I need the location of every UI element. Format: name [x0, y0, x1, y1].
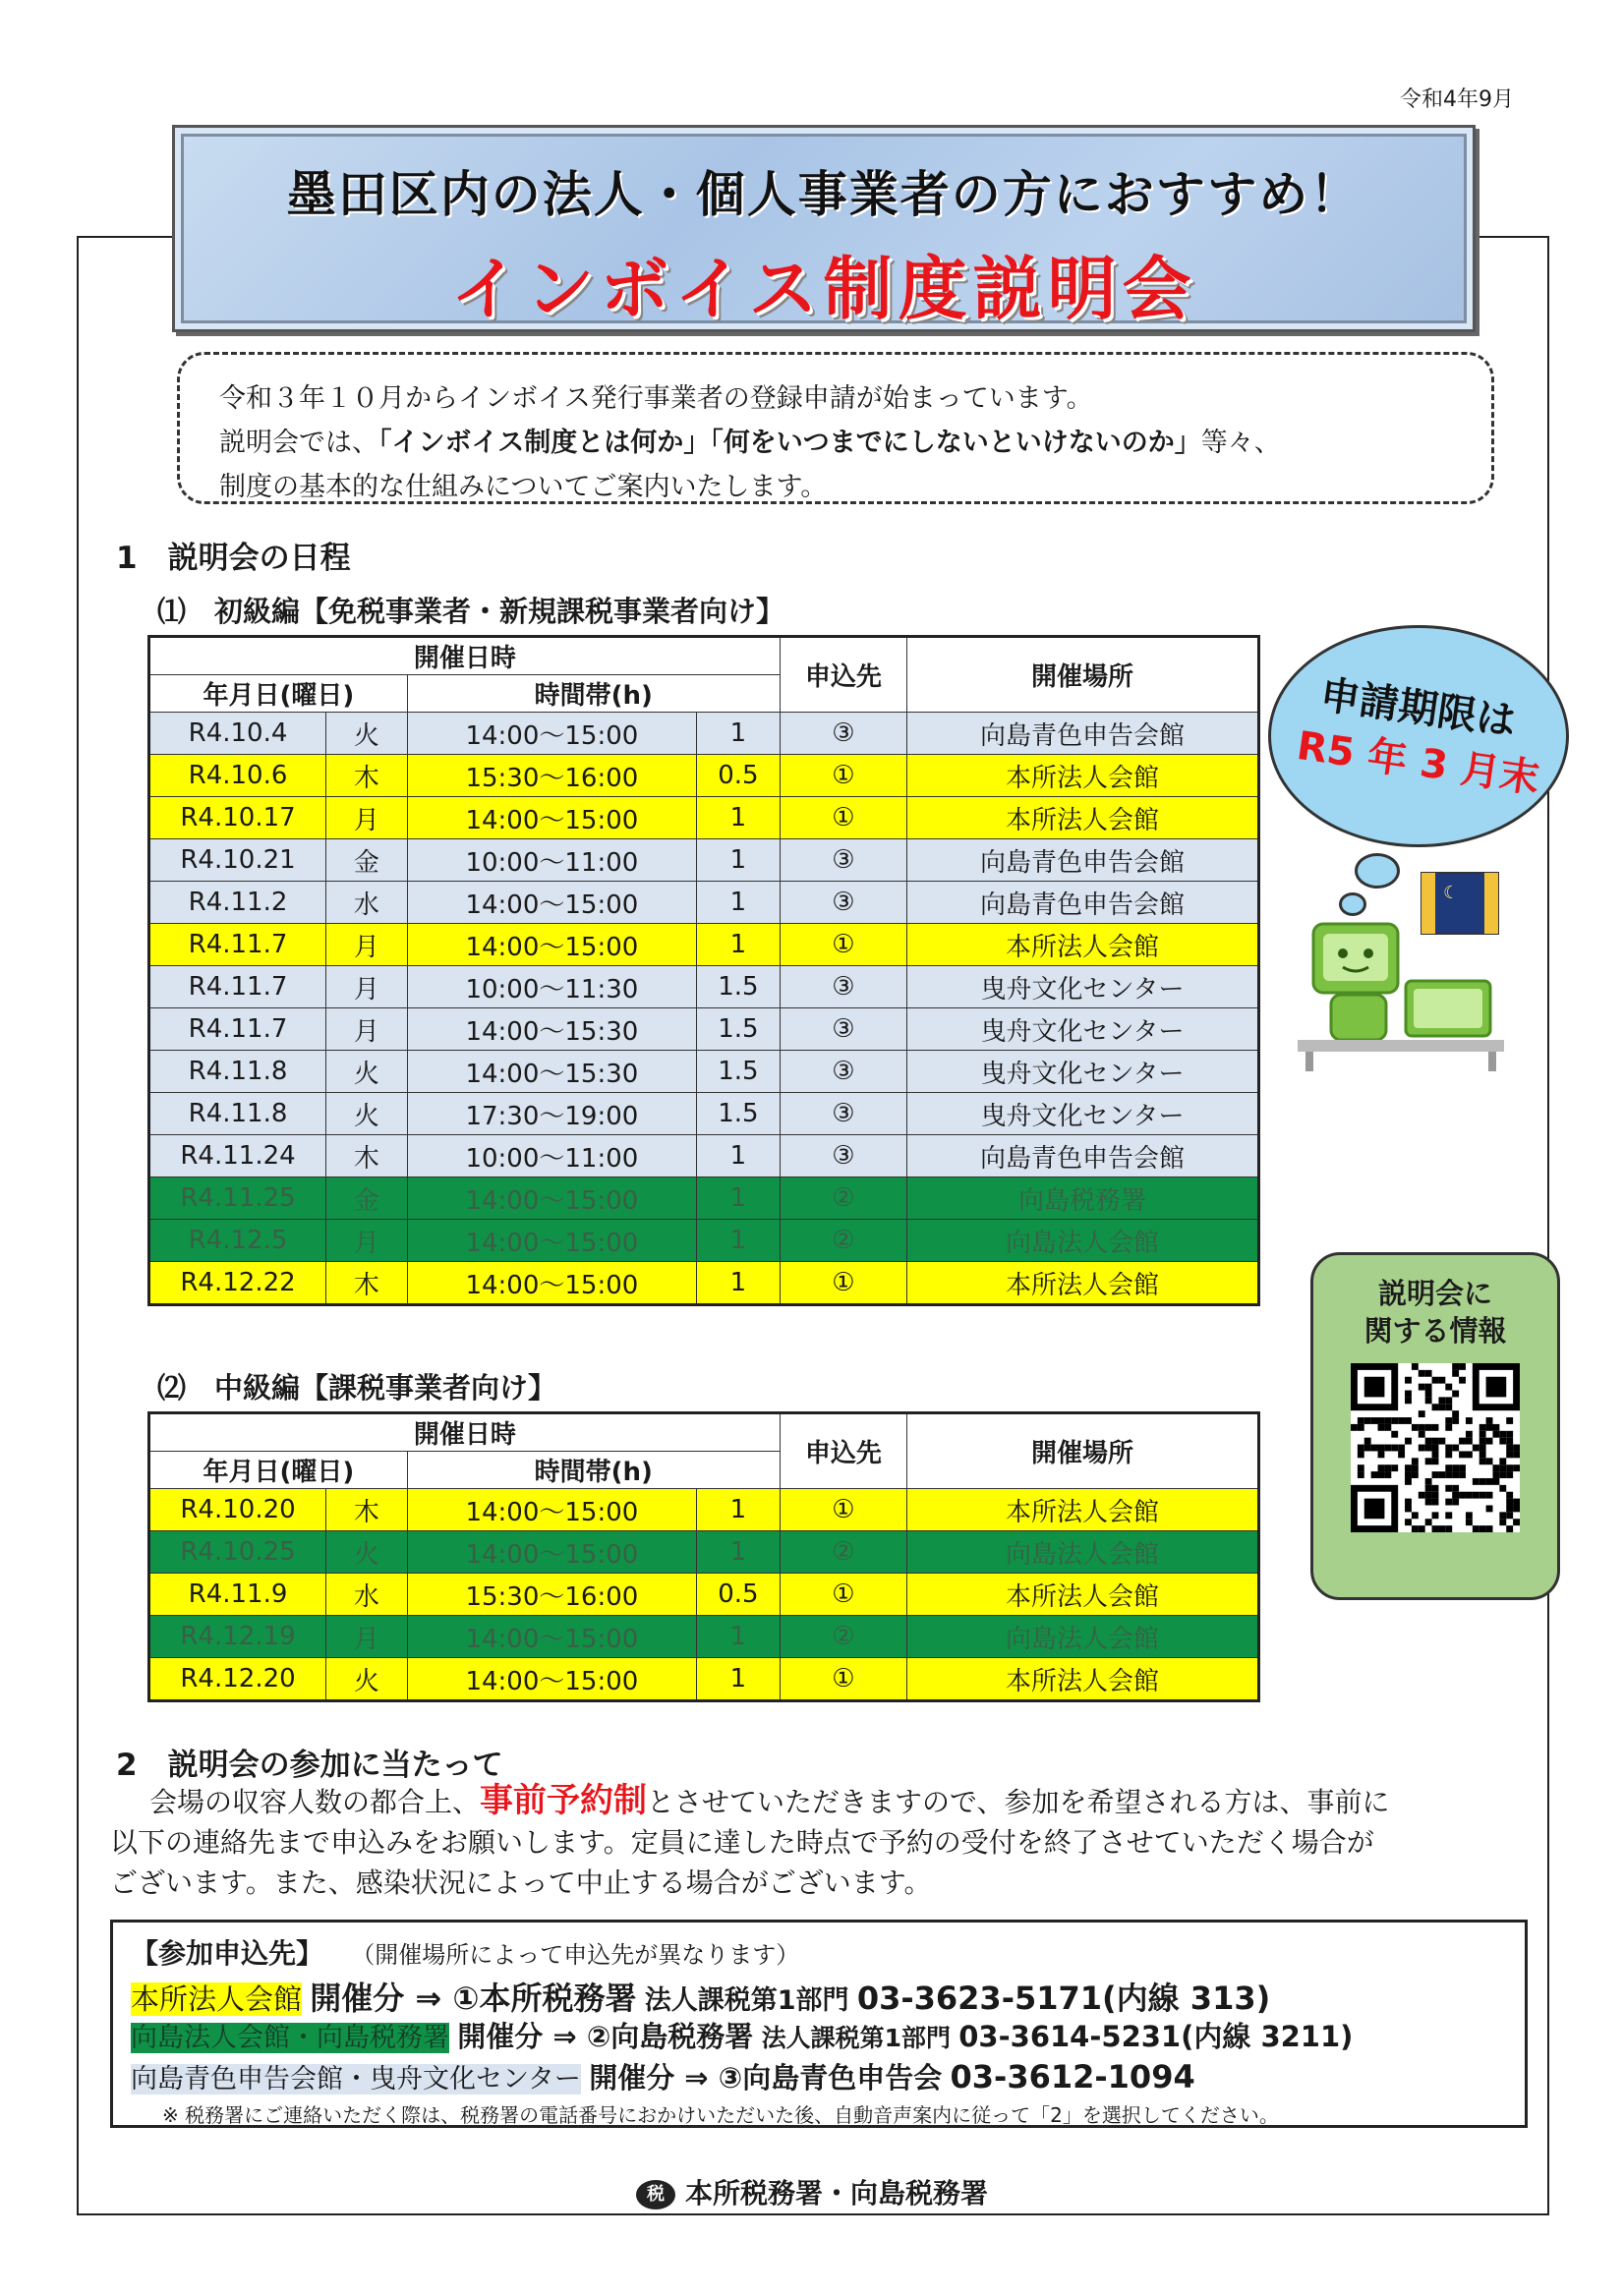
contact-phone-1[interactable]: 03-3623-5171(内線 313)	[856, 1980, 1271, 2017]
cell-hours: 1	[697, 1135, 781, 1177]
cell-hours: 0.5	[697, 755, 781, 797]
cell-weekday: 月	[326, 966, 408, 1008]
cell-hours: 1	[697, 1220, 781, 1262]
cell-weekday: 水	[326, 882, 408, 924]
info-title-line-2: 関する情報	[1363, 1314, 1507, 1348]
table-row	[149, 713, 1259, 755]
table-row	[149, 924, 1259, 966]
tax-office-logo: 税	[636, 2180, 675, 2210]
cell-hours: 1	[697, 1262, 781, 1305]
cell-apply-to: ②	[780, 1177, 906, 1220]
cell-apply-to: ③	[780, 1051, 906, 1093]
table-row	[149, 1616, 1259, 1658]
cell-hours: 1	[697, 882, 781, 924]
paragraph-line-3: ございます。また、感染状況によって中止する場合がございます。	[110, 1866, 932, 1899]
cell-apply-to: ①	[780, 924, 906, 966]
cell-apply-to: ③	[780, 882, 906, 924]
header-time: 時間帯(h)	[407, 675, 780, 713]
header-apply: 申込先	[780, 1413, 906, 1489]
header-time: 時間帯(h)	[407, 1452, 780, 1489]
contact-dept-2: 法人課税第1部門	[761, 2024, 951, 2052]
cell-time: 14:00～15:00	[407, 882, 696, 924]
cell-time: 14:00～15:00	[407, 1220, 696, 1262]
cell-apply-to: ①	[780, 755, 906, 797]
cell-date: R4.11.25	[149, 1177, 326, 1220]
intro-line-2-bold: 「インボイス制度とは何か」「何をいつまでにしないといけないのか」	[378, 428, 1201, 458]
cell-date: R4.10.6	[149, 755, 326, 797]
cell-apply-to: ①	[780, 1489, 906, 1531]
cell-weekday: 金	[326, 839, 408, 882]
curtain-left	[1421, 873, 1435, 934]
cell-date: R4.10.20	[149, 1489, 326, 1531]
curtain-right	[1484, 873, 1498, 934]
info-box	[1310, 1252, 1560, 1600]
header-date: 年月日(曜日)	[149, 1452, 408, 1489]
cell-venue: 曳舟文化センター	[907, 1008, 1259, 1051]
header-venue: 開催場所	[907, 637, 1259, 713]
cell-venue: 向島青色申告会館	[907, 839, 1259, 882]
table-2-heading: ⑵ 中級編【課税事業者向け】	[157, 1371, 557, 1405]
table-row	[149, 1574, 1259, 1616]
cell-weekday: 火	[326, 1051, 408, 1093]
intro-box	[177, 352, 1494, 504]
cell-weekday: 金	[326, 1177, 408, 1220]
cell-date: R4.11.7	[149, 966, 326, 1008]
contact-dept-1: 法人課税第1部門	[644, 1985, 849, 2016]
cell-hours: 1	[697, 1658, 781, 1701]
cell-venue: 曳舟文化センター	[907, 1093, 1259, 1135]
cell-weekday: 火	[326, 713, 408, 755]
section-1-heading: 1 説明会の日程	[116, 541, 351, 576]
contact-note: （開催場所によって申込先が異なります）	[351, 1941, 800, 1969]
cell-time: 10:00～11:00	[407, 1135, 696, 1177]
paragraph-line-2: 以下の連絡先まで申込みをお願いします。定員に達した時点で予約の受付を終了させていただく場合が	[110, 1826, 1374, 1859]
table-row	[149, 1135, 1259, 1177]
cell-date: R4.10.21	[149, 839, 326, 882]
table-row	[149, 1093, 1259, 1135]
table-row	[149, 1220, 1259, 1262]
cell-date: R4.11.24	[149, 1135, 326, 1177]
banner-title: インボイス制度説明会	[450, 249, 1197, 329]
header-kaisai: 開催日時	[149, 1413, 781, 1452]
cell-apply-to: ③	[780, 966, 906, 1008]
cell-hours: 1.5	[697, 1093, 781, 1135]
contact-mid-3: 開催分 ⇒ ③向島青色申告会	[589, 2061, 943, 2095]
cell-venue: 向島青色申告会館	[907, 713, 1259, 755]
contact-venue-3: 向島青色申告会館・曳舟文化センター	[131, 2064, 581, 2095]
cell-weekday: 月	[326, 797, 408, 839]
cell-hours: 1.5	[697, 1008, 781, 1051]
cell-date: R4.12.20	[149, 1658, 326, 1701]
header-apply: 申込先	[780, 637, 906, 713]
cell-venue: 向島青色申告会館	[907, 882, 1259, 924]
cell-venue: 曳舟文化センター	[907, 966, 1259, 1008]
computer-mascot-illustration	[1296, 865, 1512, 1071]
cell-venue: 本所法人会館	[907, 1262, 1259, 1305]
mascot-screen	[1323, 934, 1388, 981]
cell-date: R4.10.4	[149, 713, 326, 755]
contact-phone-3[interactable]: 03-3612-1094	[950, 2058, 1195, 2095]
table-row	[149, 755, 1259, 797]
intro-line-2-pre: 説明会では、	[219, 428, 378, 458]
cell-date: R4.10.17	[149, 797, 326, 839]
table-row	[149, 839, 1259, 882]
info-title-line-1: 説明会に	[1377, 1277, 1492, 1310]
cell-apply-to: ②	[780, 1616, 906, 1658]
cell-apply-to: ①	[780, 1658, 906, 1701]
cell-hours: 1	[697, 1489, 781, 1531]
cell-hours: 0.5	[697, 1574, 781, 1616]
cell-weekday: 木	[326, 1489, 408, 1531]
cell-hours: 1	[697, 1616, 781, 1658]
table-1-heading: ⑴ 初級編【免税事業者・新規課税事業者向け】	[157, 595, 785, 628]
table-row	[149, 1658, 1259, 1701]
header-date: 年月日(曜日)	[149, 675, 408, 713]
table-row	[149, 882, 1259, 924]
intro-line-1: 令和３年１０月からインボイス発行事業者の登録申請が始まっています。	[219, 383, 1093, 414]
cell-hours: 1.5	[697, 966, 781, 1008]
cell-apply-to: ③	[780, 1093, 906, 1135]
contact-box	[110, 1920, 1528, 2128]
table-row	[149, 1177, 1259, 1220]
cell-weekday: 木	[326, 1135, 408, 1177]
table-row	[149, 1008, 1259, 1051]
intro-line-2	[219, 421, 1452, 465]
cell-date: R4.12.22	[149, 1262, 326, 1305]
deadline-bubble	[1268, 625, 1569, 847]
cell-time: 10:00～11:00	[407, 839, 696, 882]
cell-venue: 本所法人会館	[907, 1574, 1259, 1616]
intro-line-2-post: 等々、	[1200, 428, 1281, 458]
cell-time: 14:00～15:00	[407, 1658, 696, 1701]
section-2-paragraph	[110, 1781, 1526, 1903]
cell-hours: 1	[697, 797, 781, 839]
cell-time: 14:00～15:00	[407, 797, 696, 839]
document-date: 令和4年9月	[1400, 87, 1514, 112]
cell-venue: 向島法人会館	[907, 1220, 1259, 1262]
cell-venue: 本所法人会館	[907, 924, 1259, 966]
cell-hours: 1	[697, 1177, 781, 1220]
cell-weekday: 月	[326, 924, 408, 966]
paragraph-line-1-post: とさせていただきますので、参加を希望される方は、事前に	[647, 1786, 1390, 1818]
schedule-table-beginner	[147, 635, 1260, 1306]
cell-venue: 向島青色申告会館	[907, 1135, 1259, 1177]
contact-mid-1: 開催分 ⇒ ①本所税務署	[310, 1980, 637, 2017]
moon-icon: ☾	[1443, 883, 1460, 903]
deadline-line-2: R5 年 3 月末	[1294, 722, 1542, 803]
cell-weekday: 火	[326, 1658, 408, 1701]
cell-apply-to: ③	[780, 713, 906, 755]
cell-date: R4.11.8	[149, 1051, 326, 1093]
cell-hours: 1	[697, 924, 781, 966]
cell-time: 17:30～19:00	[407, 1093, 696, 1135]
mascot-body	[1331, 995, 1386, 1040]
footer	[0, 2172, 1624, 2211]
cell-apply-to: ②	[780, 1220, 906, 1262]
intro-line-3: 制度の基本的な仕組みについてご案内いたします。	[219, 472, 828, 502]
cell-apply-to: ①	[780, 797, 906, 839]
table-row	[149, 1531, 1259, 1574]
cell-date: R4.11.2	[149, 882, 326, 924]
cell-apply-to: ③	[780, 1008, 906, 1051]
cell-weekday: 月	[326, 1220, 408, 1262]
desk	[1298, 1040, 1504, 1052]
cell-time: 14:00～15:00	[407, 924, 696, 966]
cell-venue: 本所法人会館	[907, 797, 1259, 839]
cell-apply-to: ③	[780, 1135, 906, 1177]
cell-venue: 本所法人会館	[907, 755, 1259, 797]
cell-time: 15:30～16:00	[407, 755, 696, 797]
cell-time: 10:00～11:30	[407, 966, 696, 1008]
cell-hours: 1	[697, 1531, 781, 1574]
table-row	[149, 966, 1259, 1008]
cell-weekday: 火	[326, 1093, 408, 1135]
contact-footnote: ※ 税務署にご連絡いただく際は、税務署の電話番号におかけいただいた後、自動音声案内に従って「2」を選択してください。	[162, 2103, 1279, 2127]
table-row	[149, 1051, 1259, 1093]
table-row	[149, 1262, 1259, 1305]
cell-time: 14:00～15:00	[407, 1531, 696, 1574]
cell-apply-to: ③	[780, 839, 906, 882]
paragraph-line-1	[110, 1781, 1526, 1822]
cell-weekday: 火	[326, 1531, 408, 1574]
cell-date: R4.12.5	[149, 1220, 326, 1262]
cell-time: 15:30～16:00	[407, 1574, 696, 1616]
cell-time: 14:00～15:00	[407, 1262, 696, 1305]
header-venue: 開催場所	[907, 1413, 1259, 1489]
contact-phone-2[interactable]: 03-3614-5231(内線 3211)	[958, 2020, 1354, 2053]
cell-date: R4.11.8	[149, 1093, 326, 1135]
cell-apply-to: ①	[780, 1574, 906, 1616]
cell-time: 14:00～15:30	[407, 1008, 696, 1051]
cell-time: 14:00～15:00	[407, 1616, 696, 1658]
banner-subtitle: 墨田区内の法人・個人事業者の方におすすめ！	[286, 166, 1362, 223]
cell-venue: 曳舟文化センター	[907, 1051, 1259, 1093]
cell-weekday: 月	[326, 1008, 408, 1051]
contact-venue-2: 向島法人会館・向島税務署	[131, 2023, 449, 2053]
cell-apply-to: ①	[780, 1262, 906, 1305]
schedule-table-intermediate	[147, 1411, 1260, 1702]
cell-hours: 1	[697, 839, 781, 882]
footer-text: 本所税務署・向島税務署	[684, 2177, 988, 2210]
cell-hours: 1	[697, 713, 781, 755]
cell-date: R4.11.7	[149, 924, 326, 966]
cell-venue: 向島法人会館	[907, 1616, 1259, 1658]
cell-date: R4.12.19	[149, 1616, 326, 1658]
cell-date: R4.10.25	[149, 1531, 326, 1574]
cell-weekday: 月	[326, 1616, 408, 1658]
cell-time: 14:00～15:00	[407, 713, 696, 755]
header-kaisai: 開催日時	[149, 637, 781, 675]
cell-venue: 本所法人会館	[907, 1658, 1259, 1701]
cell-hours: 1.5	[697, 1051, 781, 1093]
cell-date: R4.11.9	[149, 1574, 326, 1616]
cell-venue: 向島税務署	[907, 1177, 1259, 1220]
paragraph-line-1-pre: 会場の収容人数の都合上、	[149, 1786, 481, 1818]
deadline-line-1: 申請期限は	[1317, 672, 1519, 745]
title-banner	[172, 125, 1476, 332]
cell-weekday: 木	[326, 755, 408, 797]
contact-mid-2: 開催分 ⇒ ②向島税務署	[457, 2020, 754, 2053]
cell-venue: 本所法人会館	[907, 1489, 1259, 1531]
cell-weekday: 水	[326, 1574, 408, 1616]
cell-apply-to: ②	[780, 1531, 906, 1574]
qr-code[interactable]	[1351, 1363, 1520, 1532]
cell-time: 14:00～15:30	[407, 1051, 696, 1093]
cell-date: R4.11.7	[149, 1008, 326, 1051]
cell-venue: 向島法人会館	[907, 1531, 1259, 1574]
section-2-heading: 2 説明会の参加に当たって	[116, 1748, 503, 1783]
cell-time: 14:00～15:00	[407, 1177, 696, 1220]
cell-time: 14:00～15:00	[407, 1489, 696, 1531]
table-row	[149, 797, 1259, 839]
cell-weekday: 木	[326, 1262, 408, 1305]
contact-title: 【参加申込先】	[131, 1937, 324, 1970]
table-row	[149, 1489, 1259, 1531]
reservation-required: 事前予約制	[480, 1781, 648, 1820]
contact-venue-1: 本所法人会館	[131, 1982, 303, 2016]
